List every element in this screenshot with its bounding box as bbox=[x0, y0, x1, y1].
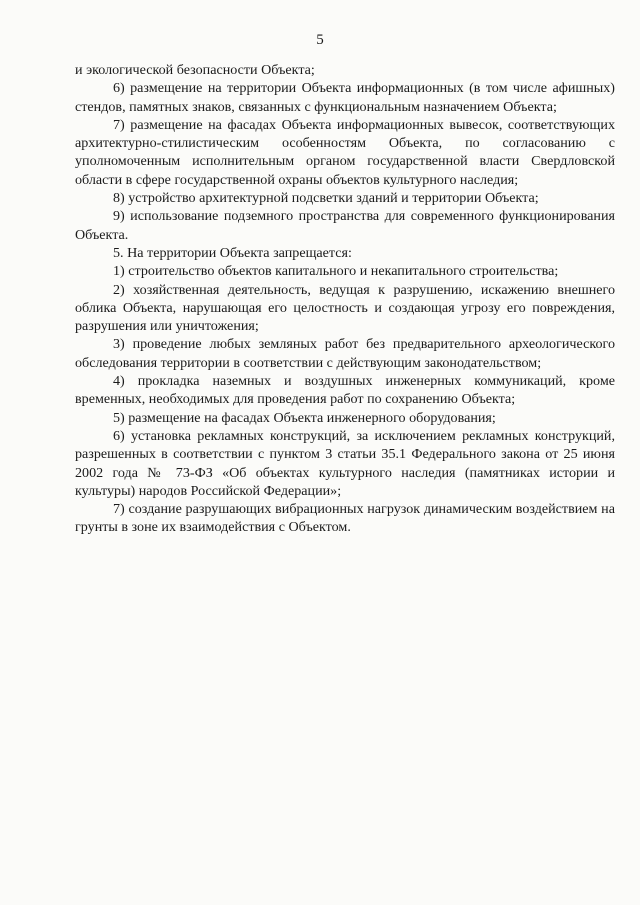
paragraph-item-6: 6) размещение на территории Объекта информационных (в том числе афишных) стендов, памятных знаков, связанных с функциональным назначением Объекта; bbox=[75, 80, 615, 115]
section-5-heading: 5. На территории Объекта запрещается: bbox=[113, 244, 352, 261]
paragraph-continuation: и экологической безопасности Объекта; bbox=[75, 62, 315, 78]
paragraph-item-8: 8) устройство архитектурной подсветки зданий и территории Объекта; bbox=[113, 190, 539, 207]
document-body bbox=[75, 61, 615, 537]
prohibition-item-1: 1) строительство объектов капитального и некапитального строительства; bbox=[113, 263, 559, 280]
prohibition-item-4: 4) прокладка наземных и воздушных инженерных коммуникаций, кроме временных, необходимых для проведения работ по сохранению Объекта; bbox=[75, 373, 615, 408]
paragraph-item-7: 7) размещение на фасадах Объекта информационных вывесок, соответствующих архитектурно-стилистическим особенностям Объекта, по согласованию с уполномоченным исполнительным органом государственной власти Свердловской области в сфере государственной охраны объектов культурного наследия; bbox=[75, 116, 615, 188]
prohibition-item-2: 2) хозяйственная деятельность, ведущая к разрушению, искажению внешнего облика Объекта, нарушающая его целостность и создающая угрозу его повреждения, разрушения или уничтожения; bbox=[75, 281, 615, 335]
prohibition-item-6: 6) установка рекламных конструкций, за исключением рекламных конструкций, разрешенных в соответствии с пунктом 3 статьи 35.1 Федерального закона от 25 июня 2002 года № 73-ФЗ «Об объектах культурного наследия (памятниках истории и культуры) народов Российской Федерации»; bbox=[75, 427, 615, 499]
prohibition-item-5: 5) размещение на фасадах Объекта инженерного оборудования; bbox=[113, 409, 496, 426]
page-number: 5 bbox=[316, 32, 324, 48]
paragraph-item-9: 9) использование подземного пространства для современного функционирования Объекта. bbox=[75, 208, 615, 243]
prohibition-item-7: 7) создание разрушающих вибрационных нагрузок динамическим воздействием на грунты в зоне их взаимодействия с Объектом. bbox=[75, 501, 615, 536]
prohibition-item-3: 3) проведение любых земляных работ без предварительного археологического обследования территории в соответствии с действующим законодательством; bbox=[75, 336, 615, 371]
